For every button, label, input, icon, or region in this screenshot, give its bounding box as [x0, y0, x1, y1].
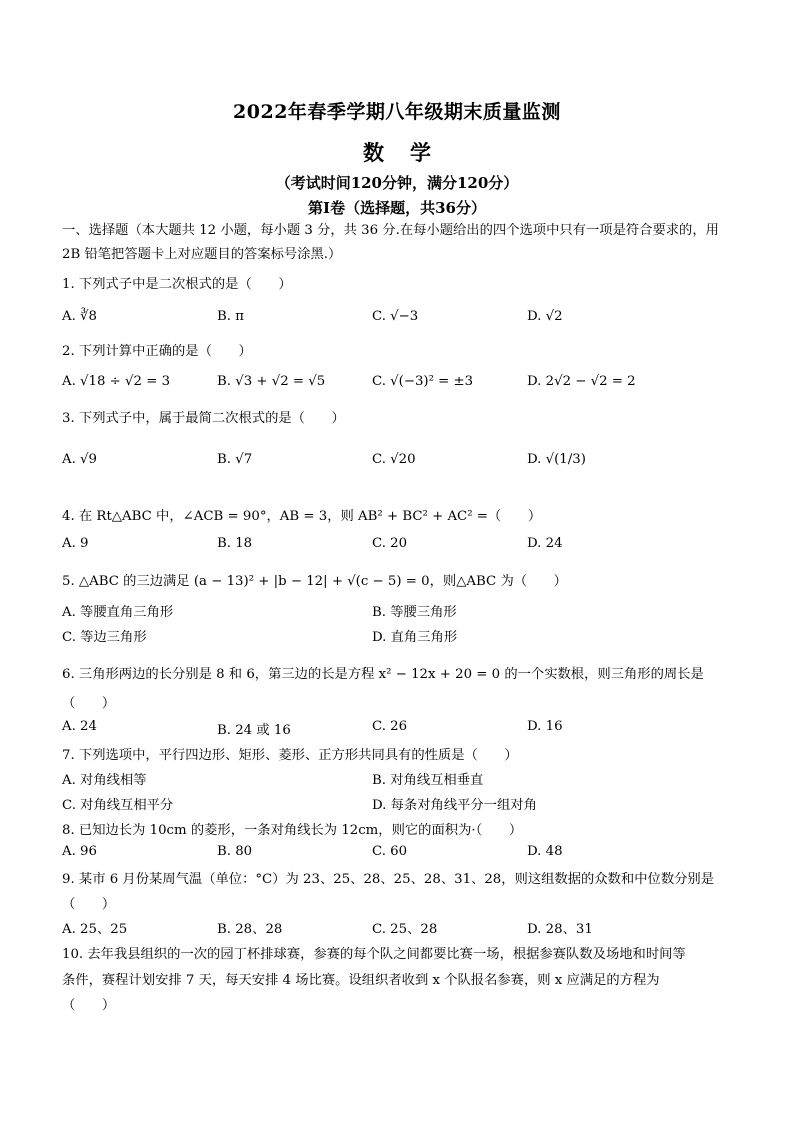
q5-option-a: A. 等腰直角三角形 — [62, 605, 174, 620]
question-7-stem: 7. 下列选项中，平行四边形、矩形、菱形、正方形共同具有的性质是（ ） — [62, 748, 518, 763]
q6-option-b: B. 24 或 16 — [217, 723, 291, 738]
question-8-stem: 8. 已知边长为 10cm 的菱形，一条对角线长为 12cm，则它的面积为·（ ） — [62, 823, 523, 838]
q2-option-d: D. 2√2 − √2 = 2 — [527, 374, 636, 389]
subject-title: 数学 — [363, 140, 457, 165]
q5-option-c: C. 等边三角形 — [62, 630, 147, 645]
q8-option-a: A. 96 — [62, 844, 97, 859]
question-2-stem: 2. 下列计算中正确的是（ ） — [62, 344, 252, 359]
question-10-answer-bracket: （ ） — [62, 998, 116, 1013]
exam-time-note: （考试时间120分钟，满分120分） — [275, 174, 519, 192]
q7-option-b: B. 对角线互相垂直 — [372, 773, 484, 788]
q5-option-b: B. 等腰三角形 — [372, 605, 457, 620]
q3-option-b: B. √7 — [217, 452, 253, 467]
q8-option-b: B. 80 — [217, 844, 253, 859]
q1-option-d: D. √2 — [527, 309, 563, 324]
q7-option-a: A. 对角线相等 — [62, 773, 147, 788]
question-9-answer-bracket: （ ） — [62, 897, 116, 912]
question-6-stem: 6. 三角形两边的长分别是 8 和 6，第三边的长是方程 x² − 12x + 20 = 0 的一个实数根，则三角形的周长是 — [62, 667, 704, 682]
q4-option-c: C. 20 — [372, 536, 408, 551]
q6-option-c: C. 26 — [372, 719, 408, 734]
q4-option-d: D. 24 — [527, 536, 563, 551]
q1-option-a: A. ∛8 — [62, 309, 97, 324]
question-6-answer-bracket: （ ） — [62, 696, 116, 711]
question-1-stem: 1. 下列式子中是二次根式的是（ ） — [62, 277, 292, 292]
q5-option-d: D. 直角三角形 — [372, 630, 458, 645]
q2-option-a: A. √18 ÷ √2 = 3 — [62, 374, 171, 389]
part-heading: 第Ⅰ卷（选择题，共36分） — [308, 199, 486, 217]
q8-option-c: C. 60 — [372, 844, 408, 859]
question-4-stem: 4. 在 Rt△ABC 中，∠ACB = 90°，AB = 3，则 AB² + BC² + AC² =（ ） — [62, 509, 542, 524]
q6-option-d: D. 16 — [527, 719, 563, 734]
q2-option-c: C. √(−3)² = ±3 — [372, 374, 474, 389]
q4-option-b: B. 18 — [217, 536, 253, 551]
question-5-stem: 5. △ABC 的三边满足 (a − 13)² + |b − 12| + √(c − 5) = 0，则△ABC 为（ ） — [62, 574, 567, 589]
question-10-stem: 10. 去年我县组织的一次的园丁杯排球赛，参赛的每个队之间都要比赛一场，根据参赛队数及场地和时间等 — [62, 947, 686, 962]
q3-option-d: D. √(1/3) — [527, 452, 586, 467]
q4-option-a: A. 9 — [62, 536, 89, 551]
q3-option-a: A. √9 — [62, 452, 97, 467]
question-10-stem-line-2: 条件，赛程计划安排 7 天，每天安排 4 场比赛。设组织者收到 x 个队报名参赛，则 x 应满足的方程为 — [62, 973, 660, 988]
section-description: 一、选择题（本大题共 12 小题，每小题 3 分，共 36 分.在每小题给出的四个选项中只有一项是符合要求的，用 2B 铅笔把答题卡上对应题目的答案标号涂黑.） — [62, 223, 719, 262]
q8-option-d: D. 48 — [527, 844, 563, 859]
q9-option-d: D. 28、31 — [527, 922, 593, 937]
q6-option-a: A. 24 — [62, 719, 97, 734]
q9-option-b: B. 28、28 — [217, 922, 283, 937]
q3-option-c: C. √20 — [372, 452, 416, 467]
question-3-stem: 3. 下列式子中，属于最简二次根式的是（ ） — [62, 411, 345, 426]
exam-title: 2022年春季学期八年级期末质量监测 — [233, 101, 561, 123]
q1-option-b: B. π — [217, 309, 244, 324]
q1-option-c: C. √−3 — [372, 309, 419, 324]
q9-option-a: A. 25、25 — [62, 922, 128, 937]
q7-option-d: D. 每条对角线平分一组对角 — [372, 798, 537, 813]
q9-option-c: C. 25、28 — [372, 922, 438, 937]
q7-option-c: C. 对角线互相平分 — [62, 798, 174, 813]
q2-option-b: B. √3 + √2 = √5 — [217, 374, 326, 389]
question-9-stem: 9. 某市 6 月份某周气温（单位：°C）为 23、25、28、25、28、31、28，则这组数据的众数和中位数分别是 — [62, 872, 715, 887]
